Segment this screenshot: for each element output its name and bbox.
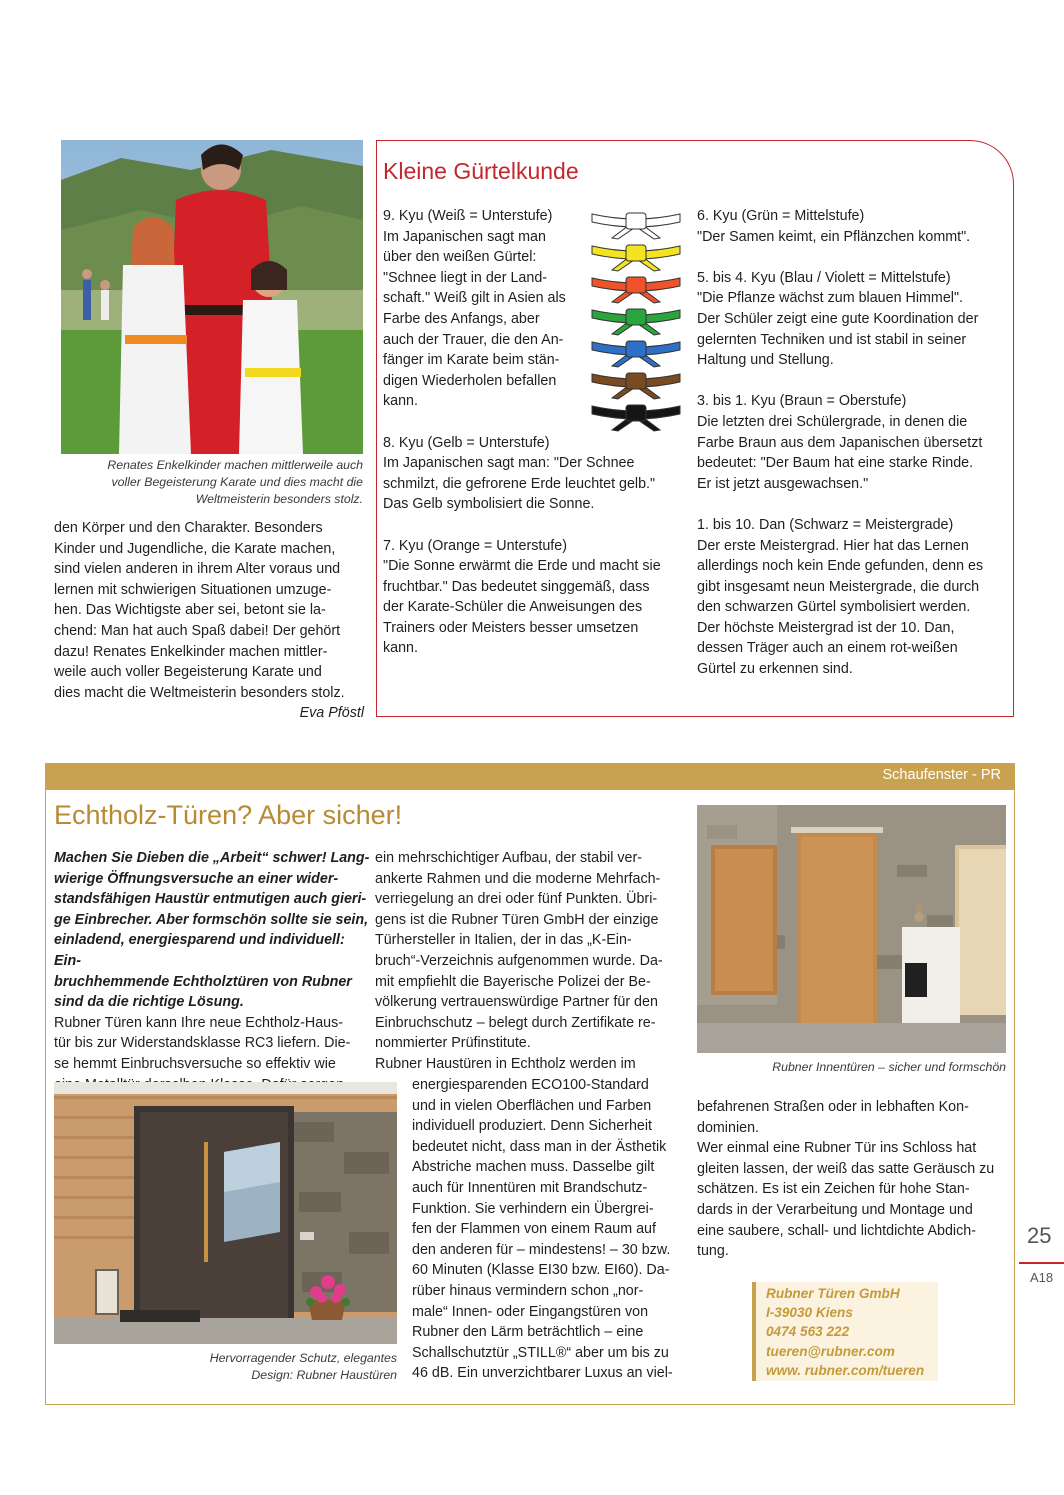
ad-text-line: völkerung vertrauenswürdige Partner für den (375, 994, 658, 1011)
text-line: der Karate-Schüler die Anweisungen des (383, 599, 643, 616)
text-line: schmilzt, die gefrorene Erde leuchtet gelb." (383, 475, 656, 492)
caption-line: Design: Rubner Haustüren (251, 1368, 397, 1382)
black-belt-icon (592, 405, 680, 431)
article-author: Eva Pföstl (299, 705, 364, 722)
orange-belt-icon (592, 277, 680, 303)
ad-intro-line: einladend, energiesparend und individuell: Ein- (54, 932, 345, 969)
article-line: chend: Man hat auch Spaß dabei! Der gehört (54, 622, 341, 639)
ad-text-line: Türhersteller in Italien, der in das „K-Ein- (375, 932, 632, 949)
text-line: digen Wiederholen befallen (383, 372, 557, 389)
text-line: gelernten Techniken und ist stabil in seiner (697, 331, 967, 348)
kyu-6-section (697, 206, 1009, 247)
text-line: kann. (383, 640, 418, 657)
ad-text-line: Funktion. Sie verhindern ein Übergrei- (412, 1200, 654, 1217)
kyu-heading: 1. bis 10. Dan (Schwarz = Meistergrade) (697, 516, 954, 533)
text-line: Im Japanischen sagt man: "Der Schnee (383, 455, 635, 472)
text-line: Farbe Braun aus dem Japanischen übersetzt (697, 434, 983, 451)
kyu-heading: 7. Kyu (Orange = Unterstufe) (383, 537, 567, 554)
text-line: Der höchste Meistergrad ist der 10. Dan, (697, 619, 955, 636)
ad-text-line: gleiten lassen, der weiß das satte Geräusch zu (697, 1160, 995, 1177)
kyu-8-section (383, 433, 693, 515)
ad-intro-line: sind da die richtige Lösung. (54, 994, 244, 1011)
kyu-heading: 6. Kyu (Grün = Mittelstufe) (697, 208, 865, 224)
kyu-heading: 8. Kyu (Gelb = Unterstufe) (383, 434, 550, 451)
page-number-rule (1019, 1262, 1064, 1264)
text-line: Das Gelb symbolisiert die Sonne. (383, 496, 595, 513)
kyu-3-1-section (697, 391, 1009, 494)
ad-text-line: ein mehrschichtiger Aufbau, der stabil ver- (375, 850, 643, 866)
karate-photo-caption (61, 457, 363, 508)
yellow-belt-icon (592, 245, 680, 271)
ad-text-line: Rubner Haustüren in Echtholz werden im (375, 1055, 636, 1072)
ad-title: Echtholz-Türen? Aber sicher! (54, 800, 403, 830)
interior-doors-photo (697, 805, 1006, 1053)
text-line: Farbe des Anfangs, aber (383, 310, 540, 327)
ad-text-line: gens ist die Rubner Türen GmbH der einzige (375, 911, 659, 928)
ad-text-line: dards in der Verarbeitung und Montage und (697, 1201, 973, 1218)
ad-text-line: bedeutet nicht, dass man in der Ästhetik (412, 1138, 667, 1155)
text-line: Gürtel zu erkennen sind. (697, 661, 853, 678)
ad-text-line: nommierter Prüfinstitute. (375, 1035, 531, 1052)
ad-text-line: tung. (697, 1243, 729, 1260)
text-line: Trainers oder Meisters besser umsetzen (383, 619, 639, 636)
ad-text-line: schätzen. Es ist ein Zeichen für hohe Stan- (697, 1181, 970, 1198)
text-line: über den weißen Gürtel: (383, 249, 537, 266)
contact-phone[interactable]: 0474 563 222 (766, 1324, 850, 1340)
text-line: bedeutet: "Der Baum hat eine starke Rinde. (697, 455, 974, 472)
page-number: 25 (1027, 1223, 1052, 1248)
ad-text-line: se hemmt Einbruchsversuche so effektiv wie (54, 1055, 336, 1072)
ad-text-line: 46 dB. Ein unverzichtbarer Luxus an viel- (412, 1365, 673, 1382)
ad-text-line: Schallschutztür „STILL®“ aber um bis zu (412, 1344, 669, 1361)
text-line: Haltung und Stellung. (697, 352, 834, 369)
text-line: Im Japanischen sagt man (383, 228, 546, 245)
article-line: dies macht die Weltmeisterin besonders stolz. (54, 684, 345, 701)
ad-text-line: befahrenen Straßen oder in lebhaften Kon- (697, 1099, 969, 1115)
caption-line: voller Begeisterung Karate und dies macht die (111, 475, 363, 489)
blue-belt-icon (592, 341, 680, 367)
ad-text-line: bruch“-Verzeichnis aufgenommen wurde. Da- (375, 952, 663, 969)
ad-text-line: rüber hinaus vermindern schon „nor- (412, 1282, 644, 1299)
ad-intro-line: ge Einbrecher. Aber formschön sollte sie sein, (54, 911, 369, 928)
contact-website[interactable]: www. rubner.com/tueren (766, 1362, 925, 1378)
text-line: auch der Trauer, die den An- (383, 331, 564, 348)
kyu-heading: 5. bis 4. Kyu (Blau / Violett = Mittelstufe) (697, 269, 951, 286)
ad-intro-line: standsfähigen Haustür entmutigen auch gieri- (54, 891, 367, 908)
text-line: Der Schüler zeigt eine gute Koordination der (697, 310, 979, 327)
belt-guide-title: Kleine Gürtelkunde (383, 158, 579, 184)
belt-column-2 (697, 206, 1009, 680)
ad-column-1 (54, 848, 372, 1095)
front-door-photo (54, 1082, 397, 1344)
ad-text-line: mit empfiehlt die Bayerische Polizei der Be- (375, 973, 651, 990)
article-line: sind vielen anderen in ihrem Alter voraus und (54, 561, 341, 578)
kyu-heading: 3. bis 1. Kyu (Braun = Oberstufe) (697, 393, 907, 410)
ad-text-line: auch für Innentüren mit Brandschutz- (412, 1179, 648, 1196)
ad-column-2-top (375, 848, 693, 1075)
ad-text-line: individuell produziert. Denn Sicherheit (412, 1118, 653, 1135)
text-line: "Schnee liegt in der Land- (383, 269, 548, 286)
ad-section-label: Schaufenster - PR (882, 767, 1001, 783)
text-line: schaft." Weiß gilt in Asien als (383, 290, 566, 307)
text-line: dessen Träger auch an einem rot-weißen (697, 640, 958, 657)
text-line: Die letzten drei Schülergrade, in denen die (697, 413, 968, 430)
text-line: allerdings noch kein Ende gefunden, denn es (697, 558, 984, 575)
ad-intro-line: bruchhemmende Echtholztüren von Rubner (54, 973, 352, 990)
ad-intro-line: wierige Öffnungsversuche an einer wider- (54, 870, 339, 887)
ad-text-line: Wer einmal eine Rubner Tür ins Schloss hat (697, 1140, 977, 1157)
kyu-5-4-section (697, 268, 1009, 371)
caption-line: Weltmeisterin besonders stolz. (195, 492, 363, 506)
kyu-heading: 9. Kyu (Weiß = Unterstufe) (383, 208, 553, 224)
text-line: kann. (383, 393, 418, 410)
ad-text-line: male“ Innen- oder Eingangstüren von (412, 1303, 649, 1320)
text-line: Der erste Meistergrad. Hier hat das Lernen (697, 537, 969, 554)
belt-icons (588, 208, 684, 438)
text-line: fänger im Karate beim stän- (383, 352, 560, 369)
article-line: weile auch voller Begeisterung Karate und (54, 664, 322, 681)
ad-text-line: eine saubere, schall- und lichtdichte Abdich- (697, 1222, 976, 1239)
contact-box (752, 1282, 938, 1381)
ad-intro-line: Machen Sie Dieben die „Arbeit“ schwer! Lang- (54, 850, 370, 866)
green-belt-icon (592, 309, 680, 335)
ad-text-line: Einbruchschutz – belegt durch Zertifikate re- (375, 1014, 656, 1031)
page-code: A18 (1030, 1270, 1054, 1285)
ad-text-line: fen der Flammen von einem Raum auf (412, 1221, 656, 1238)
article-line: hen. Das Wichtigste aber sei, betont sie la- (54, 602, 326, 619)
front-door-caption (54, 1350, 397, 1384)
ad-text-line: 60 Minuten (Klasse EI30 bzw. EI60). Da- (412, 1262, 670, 1279)
ad-column-2-bottom (412, 1075, 694, 1384)
kyu-7-section (383, 536, 693, 660)
belt-icon-stack (588, 208, 684, 438)
text-line: "Die Sonne erwärmt die Erde und macht sie (383, 558, 661, 575)
text-line: Er ist jetzt ausgewachsen." (697, 475, 869, 492)
ad-text-line: Abstriche machen muss. Dasselbe gilt (412, 1159, 655, 1176)
text-line: "Die Pflanze wächst zum blauen Himmel". (697, 290, 964, 307)
caption-line: Hervorragender Schutz, elegantes (209, 1351, 397, 1365)
ad-header-bar (45, 763, 1015, 790)
ad-text-line: ankerte Rahmen und die moderne Mehrfach- (375, 870, 661, 887)
text-line: "Der Samen keimt, ein Pflänzchen kommt". (697, 228, 971, 245)
caption-line: Renates Enkelkinder machen mittlerweile auch (107, 458, 363, 472)
ad-text-line: Rubner Türen kann Ihre neue Echtholz-Haus- (54, 1014, 344, 1031)
text-line: fruchtbar." Das bedeutet singgemäß, dass (383, 578, 650, 595)
ad-text-line: Rubner den Lärm beträchtlich – eine (412, 1324, 644, 1341)
dan-section (697, 515, 1009, 680)
karate-article-text (54, 518, 364, 724)
contact-company: Rubner Türen GmbH (766, 1286, 900, 1301)
contact-address: I-39030 Kiens (766, 1305, 853, 1321)
ad-column-3 (697, 1097, 1009, 1262)
ad-text-line: energiesparenden ECO100-Standard (412, 1077, 649, 1093)
ad-text-line: und in vielen Oberflächen und Farben (412, 1097, 652, 1114)
article-line: Kinder und Jugendliche, die Karate machen, (54, 540, 336, 557)
interior-doors-caption: Rubner Innentüren – sicher und formschön (772, 1060, 1006, 1074)
ad-text-line: den anderen für – mindestens! – 30 bzw. (412, 1241, 671, 1258)
ad-text-line: verriegelung an drei oder fünf Punkten. Übri- (375, 891, 658, 908)
text-line: den schwarzen Gürtel symbolisiert werden. (697, 599, 971, 616)
karate-family-photo (61, 140, 363, 454)
contact-email[interactable]: tueren@rubner.com (766, 1343, 895, 1359)
article-line: dazu! Renates Enkelkinder machen mittler- (54, 643, 328, 660)
text-line: gibt insgesamt neun Meistergrade, die durch (697, 578, 980, 595)
brown-belt-icon (592, 373, 680, 399)
white-belt-icon (592, 213, 680, 239)
article-line: lernen mit schwierigen Situationen umzuge- (54, 581, 332, 598)
article-line: den Körper und den Charakter. Besonders (54, 520, 323, 536)
ad-text-line: dominien. (697, 1119, 759, 1136)
ad-text-line: tür bis zur Widerstandsklasse RC3 liefern. Die- (54, 1035, 351, 1052)
